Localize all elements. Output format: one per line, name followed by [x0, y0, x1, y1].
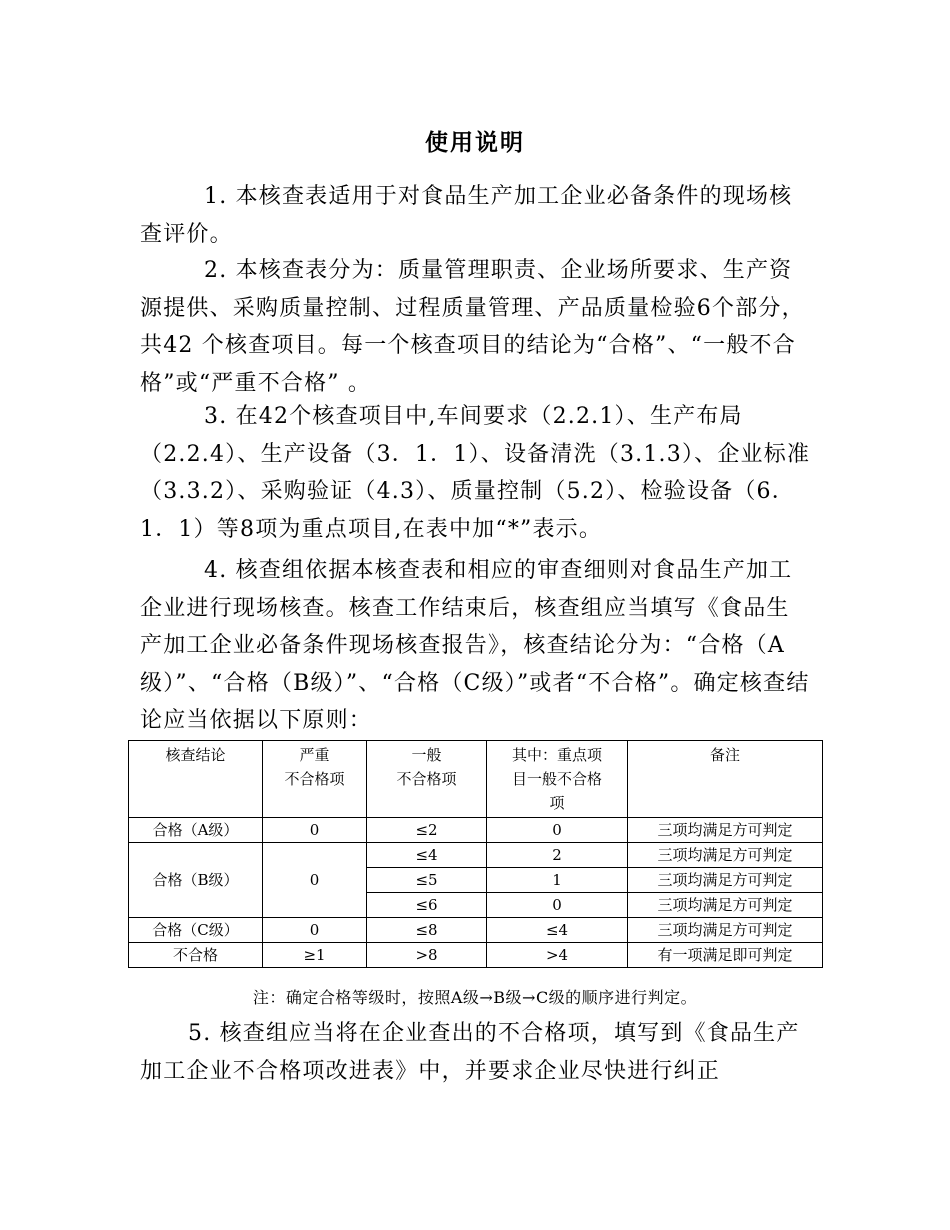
row-fail-serious: ≥1 — [263, 943, 367, 968]
row-fail-remark: 有一项满足即可判定 — [628, 943, 823, 968]
paragraph-4-text: 4. 核查组依据本核查表和相应的审查细则对食品生产加工企业进行现场核查。核查工作结束后，核查组应当填写《食品生产加工企业必备条件现场核查报告》，核查结论分为：“合格（A级）”、“合格（B级）”、“合格（C级）”或者“不合格”。确定核查结论应当依据以下原则： — [140, 558, 810, 733]
header-serious: 严重 不合格项 — [263, 741, 367, 818]
row-c-general: ≤8 — [367, 918, 487, 943]
row-b1-key: 2 — [487, 843, 628, 868]
row-c-label: 合格（C级） — [129, 918, 263, 943]
row-fail-key: >4 — [487, 943, 628, 968]
row-a-key: 0 — [487, 818, 628, 843]
row-a-remark: 三项均满足方可判定 — [628, 818, 823, 843]
row-fail-label: 不合格 — [129, 943, 263, 968]
header-general: 一般 不合格项 — [367, 741, 487, 818]
paragraph-1 — [140, 178, 812, 253]
header-conclusion: 核查结论 — [129, 741, 263, 818]
row-fail-general: >8 — [367, 943, 487, 968]
paragraph-4 — [140, 552, 812, 740]
paragraph-2-text: 2. 本核查表分为：质量管理职责、企业场所要求、生产资源提供、采购质量控制、过程质量管理、产品质量检验6个部分，共42 个核查项目。每一个核查项目的结论为“合格”、“一般不合格”或“严重不合格” 。 — [140, 258, 805, 396]
paragraph-3 — [140, 398, 812, 548]
table-row — [129, 818, 823, 843]
page-title: 使用说明 — [425, 129, 525, 156]
row-a-label: 合格（A级） — [129, 818, 263, 843]
row-a-general: ≤2 — [367, 818, 487, 843]
table-row — [129, 843, 823, 868]
paragraph-5 — [140, 1015, 812, 1090]
row-b1-general: ≤4 — [367, 843, 487, 868]
row-b2-general: ≤5 — [367, 868, 487, 893]
row-b3-general: ≤6 — [367, 893, 487, 918]
table-note: 注：确定合格等级时，按照A级→B级→C级的顺序进行判定。 — [252, 988, 698, 1007]
header-remark: 备注 — [628, 741, 823, 818]
paragraph-5-text: 5. 核查组应当将在企业查出的不合格项，填写到《食品生产加工企业不合格项改进表》中，并要求企业尽快进行纠正 — [140, 1021, 800, 1084]
row-b-label: 合格（B级） — [129, 843, 263, 918]
row-b2-remark: 三项均满足方可判定 — [628, 868, 823, 893]
row-c-key: ≤4 — [487, 918, 628, 943]
grading-table — [128, 740, 823, 968]
row-b2-key: 1 — [487, 868, 628, 893]
table-row — [129, 943, 823, 968]
row-b3-remark: 三项均满足方可判定 — [628, 893, 823, 918]
row-a-serious: 0 — [263, 818, 367, 843]
header-key-general: 其中：重点项 目一般不合格 项 — [487, 741, 628, 818]
row-c-remark: 三项均满足方可判定 — [628, 918, 823, 943]
row-b1-remark: 三项均满足方可判定 — [628, 843, 823, 868]
table-row — [129, 918, 823, 943]
table-header-row — [129, 741, 823, 818]
paragraph-3-text: 3. 在42个核查项目中,车间要求（2.2.1）、生产布局（2.2.4）、生产设备（3．1．1）、设备清洗（3.1.3）、企业标准（3.3.2）、采购验证（4.3）、质量控制（5.2）、检验设备（6．1．1）等8项为重点项目,在表中加“*”表示。 — [140, 404, 811, 542]
row-b3-key: 0 — [487, 893, 628, 918]
row-c-serious: 0 — [263, 918, 367, 943]
row-b-serious: 0 — [263, 843, 367, 918]
paragraph-2 — [140, 252, 812, 402]
paragraph-1-text: 1. 本核查表适用于对食品生产加工企业必备条件的现场核查评价。 — [140, 184, 793, 247]
